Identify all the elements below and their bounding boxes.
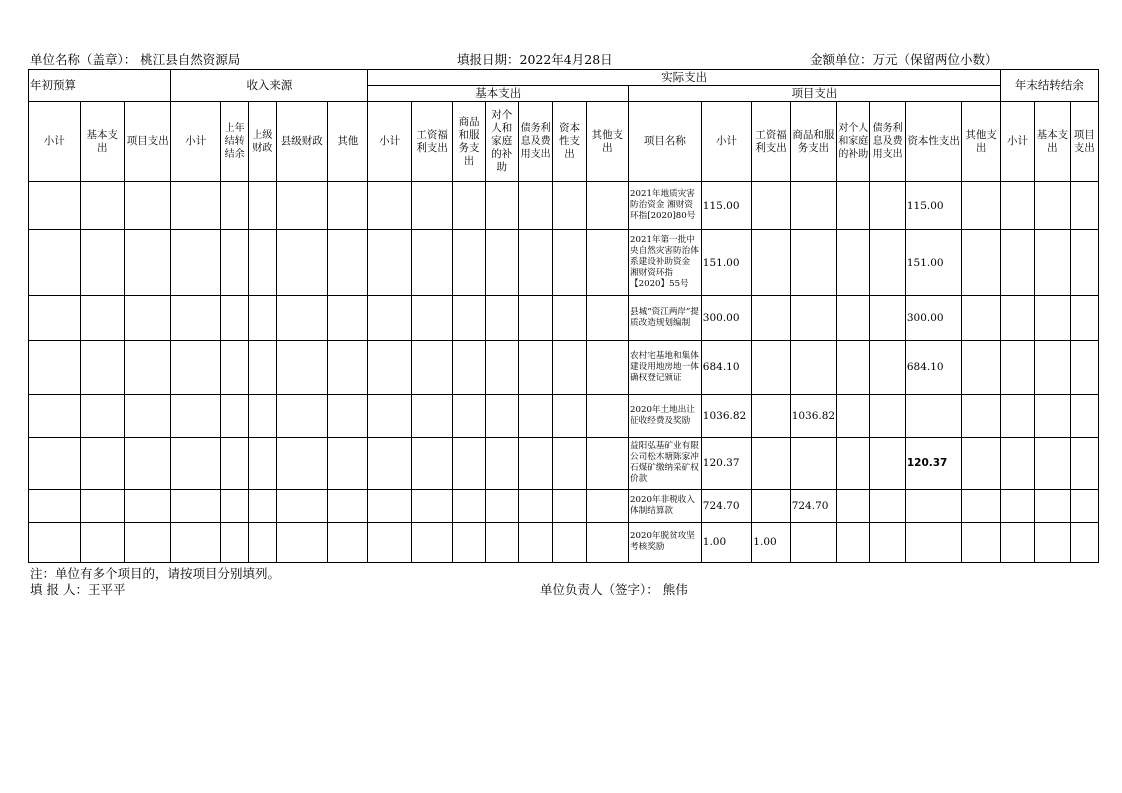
group-actual-expenditure: 实际支出 [368, 70, 1000, 86]
empty-cell [1035, 182, 1070, 230]
empty-cell [586, 437, 628, 489]
empty-cell [328, 182, 368, 230]
col-header: 项目支出 [124, 102, 170, 182]
col-header: 小计 [1000, 102, 1034, 182]
table-row [29, 230, 1099, 296]
project-subtotal-cell: 1.00 [701, 522, 752, 562]
empty-cell [1000, 296, 1034, 340]
table-row [29, 296, 1099, 340]
col-header: 工资福利支出 [752, 102, 790, 182]
empty-cell [249, 489, 276, 522]
empty-cell [1000, 230, 1034, 296]
empty-cell [328, 394, 368, 437]
empty-cell [80, 182, 124, 230]
col-header: 其他支出 [586, 102, 628, 182]
empty-cell [1070, 437, 1098, 489]
project-subtotal-cell: 115.00 [701, 182, 752, 230]
empty-cell [962, 437, 1000, 489]
empty-cell [368, 489, 411, 522]
empty-cell [586, 489, 628, 522]
empty-cell [1000, 340, 1034, 394]
empty-cell [837, 394, 870, 437]
empty-cell [276, 489, 328, 522]
empty-cell [962, 394, 1000, 437]
empty-cell [1070, 394, 1098, 437]
project-wage-cell [752, 394, 790, 437]
project-wage-cell [752, 437, 790, 489]
project-capital-cell: 151.00 [905, 230, 962, 296]
project-subtotal-cell: 300.00 [701, 296, 752, 340]
empty-cell [1070, 340, 1098, 394]
empty-cell [124, 340, 170, 394]
empty-cell [124, 296, 170, 340]
empty-cell [411, 437, 452, 489]
empty-cell [453, 394, 485, 437]
col-header: 上级财政 [249, 102, 276, 182]
project-name-cell: 2020年土地出让征收经费及奖励 [629, 394, 702, 437]
empty-cell [553, 296, 586, 340]
empty-cell [220, 489, 248, 522]
col-header: 资本性支出 [553, 102, 586, 182]
empty-cell [837, 437, 870, 489]
empty-cell [518, 522, 552, 562]
project-capital-cell: 684.10 [905, 340, 962, 394]
empty-cell [29, 522, 81, 562]
currency-unit: 金额单位：万元（保留两位小数） [810, 52, 998, 67]
empty-cell [276, 437, 328, 489]
project-goods-cell: 724.70 [790, 489, 836, 522]
empty-cell [80, 230, 124, 296]
empty-cell [870, 296, 905, 340]
empty-cell [1035, 230, 1070, 296]
project-capital-cell [905, 489, 962, 522]
project-wage-cell [752, 296, 790, 340]
project-capital-cell [905, 522, 962, 562]
empty-cell [453, 296, 485, 340]
group-income-source: 收入来源 [171, 70, 368, 102]
project-wage-cell [752, 182, 790, 230]
col-header: 工资福利支出 [411, 102, 452, 182]
empty-cell [553, 340, 586, 394]
empty-cell [29, 394, 81, 437]
empty-cell [453, 340, 485, 394]
empty-cell [553, 230, 586, 296]
empty-cell [485, 437, 518, 489]
empty-cell [171, 522, 221, 562]
empty-cell [553, 437, 586, 489]
empty-cell [485, 522, 518, 562]
empty-cell [1070, 230, 1098, 296]
project-subtotal-cell: 724.70 [701, 489, 752, 522]
empty-cell [485, 182, 518, 230]
empty-cell [1070, 522, 1098, 562]
empty-cell [328, 340, 368, 394]
empty-cell [171, 296, 221, 340]
col-header: 债务利息及费用支出 [518, 102, 552, 182]
empty-cell [586, 394, 628, 437]
empty-cell [171, 437, 221, 489]
empty-cell [29, 340, 81, 394]
project-goods-cell [790, 522, 836, 562]
empty-cell [328, 296, 368, 340]
empty-cell [518, 489, 552, 522]
empty-cell [29, 230, 81, 296]
empty-cell [80, 437, 124, 489]
empty-cell [276, 340, 328, 394]
group-initial-budget: 年初预算 [29, 70, 171, 102]
empty-cell [1000, 394, 1034, 437]
empty-cell [249, 230, 276, 296]
table-row [29, 522, 1099, 562]
empty-cell [837, 489, 870, 522]
empty-cell [518, 340, 552, 394]
empty-cell [586, 230, 628, 296]
footnote: 注：单位有多个项目的，请按项目分别填列。 [30, 566, 281, 581]
empty-cell [249, 437, 276, 489]
empty-cell [1070, 489, 1098, 522]
table-row [29, 340, 1099, 394]
col-header: 其他 [328, 102, 368, 182]
col-header: 小计 [29, 102, 81, 182]
col-header: 基本支出 [1035, 102, 1070, 182]
project-name-cell: 2021年地质灾害防治资金 湘财资环指[2020]80号 [629, 182, 702, 230]
col-header: 商品和服务支出 [790, 102, 836, 182]
empty-cell [80, 340, 124, 394]
project-subtotal-cell: 1036.82 [701, 394, 752, 437]
col-header: 商品和服务支出 [453, 102, 485, 182]
empty-cell [411, 182, 452, 230]
empty-cell [220, 437, 248, 489]
col-header: 其他支出 [962, 102, 1000, 182]
project-name-cell: 2020年脱贫攻坚考核奖励 [629, 522, 702, 562]
empty-cell [328, 522, 368, 562]
project-name-cell: 益阳弘基矿业有限公司松木塘陈家冲石煤矿缴纳采矿权价款 [629, 437, 702, 489]
col-header: 上年结转结余 [220, 102, 248, 182]
empty-cell [453, 182, 485, 230]
empty-cell [837, 296, 870, 340]
empty-cell [276, 182, 328, 230]
project-name-cell: 县城“资江两岸”提质改造规划编制 [629, 296, 702, 340]
empty-cell [124, 230, 170, 296]
empty-cell [518, 230, 552, 296]
empty-cell [411, 230, 452, 296]
empty-cell [29, 437, 81, 489]
empty-cell [124, 489, 170, 522]
empty-cell [485, 230, 518, 296]
empty-cell [171, 489, 221, 522]
empty-cell [220, 340, 248, 394]
project-capital-cell: 120.37 [905, 437, 962, 489]
project-name-cell: 2021年第一批中央自然灾害防治体系建设补助资金 湘财资环指【2020】55号 [629, 230, 702, 296]
col-header: 债务利息及费用支出 [870, 102, 905, 182]
project-goods-cell: 1036.82 [790, 394, 836, 437]
empty-cell [80, 522, 124, 562]
empty-cell [453, 489, 485, 522]
project-capital-cell: 300.00 [905, 296, 962, 340]
empty-cell [870, 489, 905, 522]
empty-cell [1000, 522, 1034, 562]
empty-cell [249, 340, 276, 394]
empty-cell [837, 522, 870, 562]
empty-cell [962, 489, 1000, 522]
empty-cell [1070, 296, 1098, 340]
empty-cell [1035, 437, 1070, 489]
empty-cell [962, 340, 1000, 394]
empty-cell [171, 340, 221, 394]
unit-name: 单位名称（盖章）： 桃江县自然资源局 [30, 52, 241, 67]
project-wage-cell [752, 489, 790, 522]
empty-cell [171, 394, 221, 437]
responsible-person: 单位负责人（签字）： 熊伟 [540, 582, 688, 597]
empty-cell [368, 437, 411, 489]
empty-cell [220, 394, 248, 437]
empty-cell [1070, 182, 1098, 230]
empty-cell [411, 296, 452, 340]
empty-cell [1000, 489, 1034, 522]
empty-cell [276, 230, 328, 296]
col-header: 对个人和家庭的补助 [837, 102, 870, 182]
project-wage-cell: 1.00 [752, 522, 790, 562]
empty-cell [837, 230, 870, 296]
empty-cell [249, 296, 276, 340]
empty-cell [586, 182, 628, 230]
empty-cell [328, 230, 368, 296]
empty-cell [962, 296, 1000, 340]
empty-cell [411, 340, 452, 394]
empty-cell [249, 394, 276, 437]
empty-cell [518, 182, 552, 230]
project-goods-cell [790, 230, 836, 296]
empty-cell [368, 182, 411, 230]
empty-cell [1035, 489, 1070, 522]
empty-cell [453, 437, 485, 489]
filler-name: 填 报 人：王平平 [30, 582, 126, 597]
empty-cell [485, 489, 518, 522]
empty-cell [1035, 340, 1070, 394]
empty-cell [220, 522, 248, 562]
empty-cell [485, 296, 518, 340]
empty-cell [870, 340, 905, 394]
empty-cell [124, 522, 170, 562]
fill-date: 填报日期：2022年4月28日 [457, 52, 613, 67]
empty-cell [870, 437, 905, 489]
table-row [29, 489, 1099, 522]
project-goods-cell [790, 296, 836, 340]
empty-cell [80, 489, 124, 522]
empty-cell [124, 437, 170, 489]
empty-cell [586, 296, 628, 340]
empty-cell [80, 296, 124, 340]
project-capital-cell [905, 394, 962, 437]
col-header: 县级财政 [276, 102, 328, 182]
project-capital-cell: 115.00 [905, 182, 962, 230]
empty-cell [1000, 437, 1034, 489]
empty-cell [124, 182, 170, 230]
empty-cell [962, 522, 1000, 562]
empty-cell [837, 182, 870, 230]
empty-cell [249, 522, 276, 562]
empty-cell [586, 340, 628, 394]
empty-cell [171, 230, 221, 296]
empty-cell [276, 394, 328, 437]
empty-cell [276, 522, 328, 562]
empty-cell [411, 522, 452, 562]
empty-cell [411, 394, 452, 437]
empty-cell [80, 394, 124, 437]
empty-cell [453, 230, 485, 296]
empty-cell [870, 522, 905, 562]
empty-cell [518, 296, 552, 340]
empty-cell [870, 182, 905, 230]
col-header: 小计 [171, 102, 221, 182]
col-header: 项目支出 [1070, 102, 1098, 182]
project-goods-cell [790, 437, 836, 489]
expenditure-table [28, 69, 1099, 563]
empty-cell [553, 394, 586, 437]
col-header: 小计 [368, 102, 411, 182]
project-subtotal-cell: 120.37 [701, 437, 752, 489]
col-header: 对个人和家庭的补助 [485, 102, 518, 182]
table-row [29, 394, 1099, 437]
empty-cell [368, 296, 411, 340]
empty-cell [368, 522, 411, 562]
project-wage-cell [752, 230, 790, 296]
empty-cell [485, 394, 518, 437]
group-basic-expenditure: 基本支出 [368, 86, 629, 102]
empty-cell [485, 340, 518, 394]
empty-cell [276, 296, 328, 340]
table-row [29, 437, 1099, 489]
col-header: 项目名称 [629, 102, 702, 182]
empty-cell [29, 182, 81, 230]
project-subtotal-cell: 684.10 [701, 340, 752, 394]
empty-cell [29, 489, 81, 522]
empty-cell [962, 182, 1000, 230]
empty-cell [220, 296, 248, 340]
empty-cell [1035, 394, 1070, 437]
empty-cell [870, 394, 905, 437]
empty-cell [411, 489, 452, 522]
empty-cell [328, 489, 368, 522]
empty-cell [1035, 296, 1070, 340]
empty-cell [368, 340, 411, 394]
empty-cell [29, 296, 81, 340]
empty-cell [553, 522, 586, 562]
empty-cell [453, 522, 485, 562]
project-name-cell: 2020年非税收入体制结算款 [629, 489, 702, 522]
empty-cell [1000, 182, 1034, 230]
empty-cell [553, 489, 586, 522]
project-subtotal-cell: 151.00 [701, 230, 752, 296]
empty-cell [220, 182, 248, 230]
empty-cell [171, 182, 221, 230]
empty-cell [518, 394, 552, 437]
group-year-end-balance: 年末结转结余 [1000, 70, 1098, 102]
empty-cell [870, 230, 905, 296]
col-header: 小计 [701, 102, 752, 182]
project-goods-cell [790, 182, 836, 230]
empty-cell [368, 394, 411, 437]
empty-cell [124, 394, 170, 437]
table-row [29, 182, 1099, 230]
project-goods-cell [790, 340, 836, 394]
col-header: 基本支出 [80, 102, 124, 182]
group-project-expenditure: 项目支出 [629, 86, 1001, 102]
empty-cell [220, 230, 248, 296]
project-wage-cell [752, 340, 790, 394]
empty-cell [586, 522, 628, 562]
empty-cell [249, 182, 276, 230]
project-name-cell: 农村宅基地和集体建设用地房地一体确权登记颁证 [629, 340, 702, 394]
empty-cell [328, 437, 368, 489]
empty-cell [553, 182, 586, 230]
empty-cell [518, 437, 552, 489]
empty-cell [1035, 522, 1070, 562]
col-header: 资本性支出 [905, 102, 962, 182]
empty-cell [962, 230, 1000, 296]
empty-cell [368, 230, 411, 296]
empty-cell [837, 340, 870, 394]
